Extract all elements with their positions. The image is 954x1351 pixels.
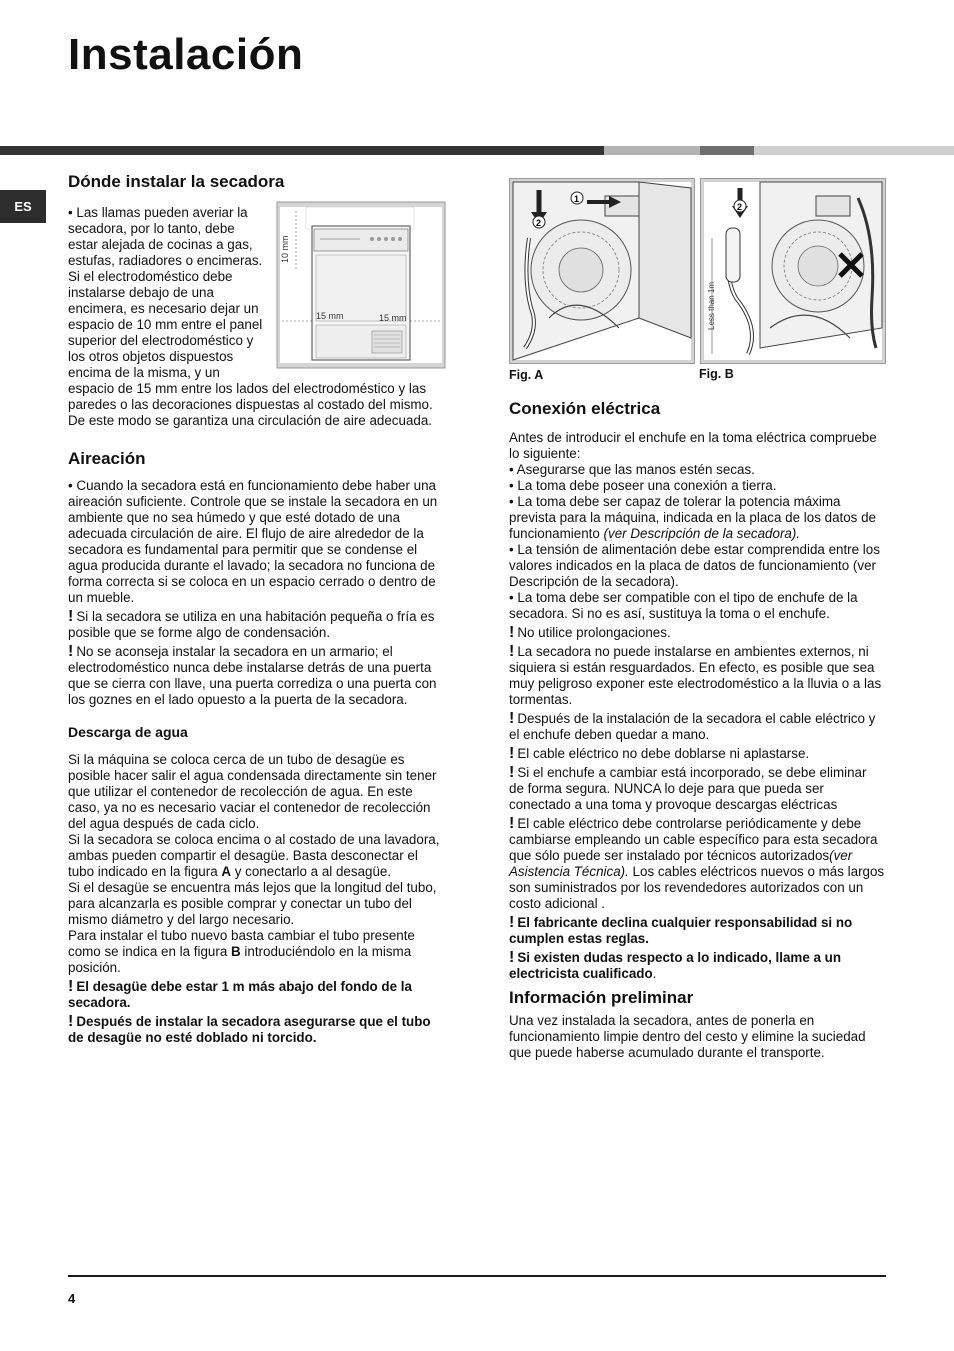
electrical-note-6: ! El cable eléctrico debe controlarse periódicamente y debe cambiarse empleando un cable específico para esta secadora que sólo puede ser instalado por técnicos autorizados(ver Asistencia Técnica). Los cables eléctricos nuevos o más largos son suministrados por los revendedores autorizados con un costo adicional . xyxy=(509,815,885,911)
heading-electrical: Conexión eléctrica xyxy=(509,399,661,418)
heading-preliminary: Información preliminar xyxy=(509,988,694,1007)
fig-a-badge-2: 2 xyxy=(536,218,542,228)
warning-mark: ! xyxy=(68,608,74,625)
figure-ref-a: A xyxy=(221,864,232,879)
drain-paragraph-1: Si la máquina se coloca cerca de un tubo de desagüe es posible hacer salir el agua condensada directamente sin tener que utilizar el contenedor de recolección de agua. En este caso, ya no es necesario vaciar el contenedor de recolección del agua después de cada ciclo. xyxy=(68,752,437,831)
drain-note-1: ! El desagüe debe estar 1 m más abajo del fondo de la secadora. xyxy=(68,978,412,1010)
preliminary-paragraph: Una vez instalada la secadora, antes de ponerla en funcionamiento limpie dentro del cesto y elimine la suciedad que puede haberse acumulado durante el transporte. xyxy=(509,1013,866,1060)
warning-mark: ! xyxy=(509,643,515,660)
clearance-figure xyxy=(276,201,446,369)
right-column xyxy=(509,399,885,1061)
figure-b xyxy=(700,178,886,364)
electrical-note-5: ! Si el enchufe a cambiar está incorporado, se debe eliminar de forma segura. NUNCA lo deje para que pueda ser conectado a una toma y provoque descargas eléctricas xyxy=(509,764,867,812)
electrical-note-7: ! El fabricante declina cualquier responsabilidad si no cumplen estas reglas. xyxy=(509,914,853,946)
warning-mark: ! xyxy=(509,764,515,781)
warning-mark: ! xyxy=(509,949,515,966)
electrical-bullet-4: • La tensión de alimentación debe estar comprendida entre los valores indicados en la placa de datos de funcionamiento (ver Descripción de la secadora). xyxy=(509,542,880,589)
electrical-bullet-3: • La toma debe ser capaz de tolerar la potencia máxima prevista para la máquina, indicada en la placa de los datos de funcionamiento (ver Descripción de la secadora). xyxy=(509,494,876,541)
electrical-intro: Antes de introducir el enchufe en la toma eléctrica compruebe lo siguiente: xyxy=(509,430,877,461)
heading-where-install: Dónde instalar la secadora xyxy=(68,172,285,191)
figure-a-caption: Fig. A xyxy=(509,368,544,382)
page-title: Instalación xyxy=(68,30,304,79)
drain-paragraph-2: Si la secadora se coloca encima o al costado de una lavadora, ambas pueden compartir el desagüe. Basta desconectar el tubo indicado en la figura A y conectarlo a al desagüe. xyxy=(68,832,440,879)
fig-b-badge-2: 2 xyxy=(737,202,743,212)
electrical-bullet-1: • Asegurarse que las manos estén secas. xyxy=(509,462,755,477)
clearance-label-right: 15 mm xyxy=(379,313,407,323)
language-tab: ES xyxy=(0,190,46,223)
ventilation-note-2: ! No se aconseja instalar la secadora en un armario; el electrodoméstico nunca debe instalarse detrás de una puerta que se cierra con llave, una puerta corrediza o una puerta con los goznes en el lado opuesto a la puerta de la secadora. xyxy=(68,643,437,707)
electrical-note-8: ! Si existen dudas respecto a lo indicado, llame a un electricista cualificado. xyxy=(509,949,842,981)
electrical-note-1: ! No utilice prolongaciones. xyxy=(509,624,671,641)
electrical-note-2: ! La secadora no puede instalarse en ambientes externos, ni siquiera si están resguardados. En efecto, es posible que sea muy peligroso exponer este electrodoméstico a la lluvia o a las tormentas. xyxy=(509,643,882,707)
clearance-label-left: 15 mm xyxy=(316,311,344,321)
where-paragraph-2: Si el electrodoméstico debe instalarse debajo de una encimera, es necesario dejar un espacio de 10 mm entre el panel superior del electrodoméstico y los otros objetos dispuestos encima de la misma, y un espacio de 15 mm entre los lados del electrodoméstico y las paredes o las decoraciones dispuestas al costado del mismo. De este modo se garantiza una circulación de aire adecuada. xyxy=(68,269,433,428)
warning-mark: ! xyxy=(68,978,74,995)
electrical-note-3: ! Después de la instalación de la secadora el cable eléctrico y el enchufe deben quedar a mano. xyxy=(509,710,876,742)
fig-a-badge-1: 1 xyxy=(574,194,580,204)
warning-mark: ! xyxy=(68,1013,74,1030)
clearance-label-top: 10 mm xyxy=(280,235,290,263)
fig-b-distance-label: Less than 1m xyxy=(707,281,716,330)
electrical-note-4: ! El cable eléctrico no debe doblarse ni aplastarse. xyxy=(509,745,810,762)
ventilation-paragraph-1: • Cuando la secadora está en funcionamiento debe haber una aireación suficiente. Controle que se instale la secadora en un ambiente que no sea húmedo y que esté dotado de una adecuada circulación de aire. El flujo de aire alrededor de la secadora es fundamental para permitir que se condense el agua producida durante el lavado; la secadora no funciona de forma correcta si se coloca en un espacio cerrado o dentro de un mueble. xyxy=(68,478,438,605)
where-paragraph-1: • Las llamas pueden averiar la secadora, por lo tanto, debe estar alejada de cocinas a gas, estufas, radiadores o encimeras. xyxy=(68,205,263,268)
ventilation-note-1: ! Si la secadora se utiliza en una habitación pequeña o fría es posible que se forme algo de condensación. xyxy=(68,608,435,640)
footer-rule xyxy=(68,1275,886,1277)
page-number: 4 xyxy=(68,1291,76,1306)
drain-paragraph-4: Para instalar el tubo nuevo basta cambiar el tubo presente como se indica en la figura B introduciéndolo en la misma posición. xyxy=(68,928,415,975)
electrical-bullet-5: • La toma debe ser compatible con el tipo de enchufe de la secadora. Si no es así, sustituya la toma o el enchufe. xyxy=(509,590,858,621)
figure-b-caption: Fig. B xyxy=(699,367,734,381)
heading-ventilation: Aireación xyxy=(68,449,146,468)
heading-water-drain: Descarga de agua xyxy=(68,724,188,740)
warning-mark: ! xyxy=(509,815,515,832)
warning-mark: ! xyxy=(509,745,515,762)
warning-mark: ! xyxy=(68,643,74,660)
warning-mark: ! xyxy=(509,710,515,727)
warning-mark: ! xyxy=(509,914,515,931)
figure-a xyxy=(509,178,695,364)
left-column xyxy=(68,172,446,1046)
drain-paragraph-3: Si el desagüe se encuentra más lejos que la longitud del tubo, para alcanzarla es posible comprar y conectar un tubo del mismo diámetro y del largo necesario. xyxy=(68,880,437,927)
figure-ref-b: B xyxy=(231,944,241,959)
header-bar xyxy=(0,146,954,155)
drain-note-2: ! Después de instalar la secadora asegurarse que el tubo de desagüe no esté doblado ni torcido. xyxy=(68,1013,431,1045)
warning-mark: ! xyxy=(509,624,515,641)
electrical-bullet-2: • La toma debe poseer una conexión a tierra. xyxy=(509,478,777,493)
